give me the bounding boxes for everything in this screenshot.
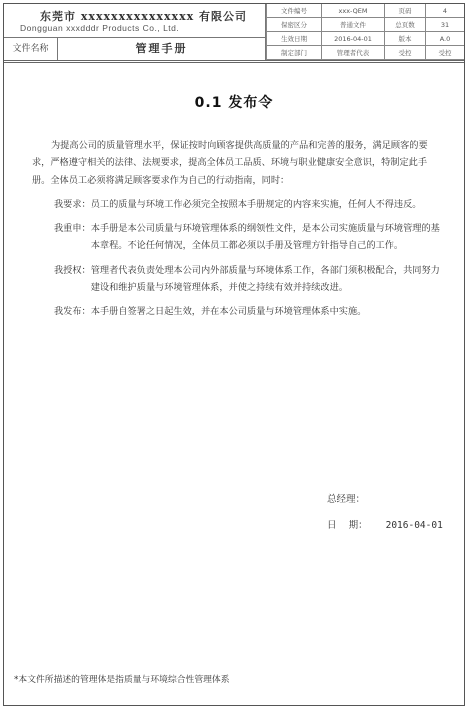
document-page: [3, 3, 465, 706]
meta-value: 受控: [426, 46, 465, 60]
clause-label: 我授权：: [54, 264, 91, 276]
meta-row: [267, 46, 465, 60]
clause-text: 员工的质量与环境工作必须完全按照本手册规定的内容来实施，任何人不得违反。: [90, 198, 422, 210]
company-block: [4, 4, 266, 38]
meta-value: 2016-04-01: [322, 32, 385, 46]
meta-key: 保密区分: [267, 18, 322, 32]
clause-authorize: [54, 262, 440, 297]
doc-name: 管理手册: [58, 38, 266, 60]
body-text: [32, 137, 440, 328]
intro-paragraph: 为提高公司的质量管理水平，保证按时向顾客提供高质量的产品和完善的服务，满足顾客的要求，严格遵守相关的法律、法规要求，提高全体员工品质、环境与职业健康安全意识，特制定此手册。全体员工必须将满足顾客要求作为自己的行动指南，同时：: [32, 140, 428, 186]
clause-publish: [54, 303, 440, 320]
footnote: *本文件所描述的管理体是指质量与环境综合性管理体系: [14, 675, 230, 685]
meta-value: 普通文件: [322, 18, 385, 32]
header-divider: [4, 60, 464, 63]
meta-key: 受控: [385, 46, 426, 60]
meta-row: [267, 4, 465, 18]
meta-value: xxx-QEM: [322, 4, 385, 18]
sign-date: [327, 517, 443, 531]
clause-text: 本手册自签署之日起生效，并在本公司质量与环境管理体系中实施。: [90, 306, 367, 318]
page-title: 0.1 发布令: [194, 95, 274, 111]
company-name-cn: 东莞市 xxxxxxxxxxxxxxx 有限公司: [40, 10, 248, 23]
clause-label: 我发布：: [54, 306, 91, 318]
meta-key: 生效日期: [267, 32, 322, 46]
meta-key: 总页数: [385, 18, 426, 32]
meta-value: 4: [426, 4, 465, 18]
meta-key: 制定部门: [267, 46, 322, 60]
clause-label: 我要求：: [54, 198, 91, 210]
meta-row: [267, 32, 465, 46]
clause-label: 我重申：: [54, 223, 91, 235]
meta-key: 文件编号: [267, 4, 322, 18]
clause-reiterate: [54, 220, 440, 255]
company-name-en: Dongguan xxxdddr Products Co., Ltd.: [20, 23, 180, 33]
clause-text: 管理者代表负责处理本公司内外部质量与环境体系工作，各部门须积极配合，共同努力建设和维护质量与环境管理体系，并使之持续有效并持续改进。: [90, 264, 440, 294]
clause-text: 本手册是本公司质量与环境管理体系的纲领性文件，是本公司实施质量与环境管理的基本章程。不论任何情况，全体员工都必须以手册及管理方针指导自己的工作。: [90, 223, 440, 252]
clause-require: [54, 196, 440, 213]
meta-key: 页码: [385, 4, 426, 18]
meta-value: 31: [426, 18, 465, 32]
manager-signature: 总经理：: [327, 494, 366, 505]
meta-table: [266, 4, 464, 60]
meta-key: 版本: [385, 32, 426, 46]
document-header: [4, 4, 464, 60]
meta-value: 管理者代表: [322, 46, 385, 60]
meta-row: [267, 18, 465, 32]
meta-value: A.0: [426, 32, 465, 46]
date-value: 2016-04-01: [385, 520, 443, 531]
doc-name-label: 文件名称: [4, 38, 58, 60]
date-label: 日 期：: [327, 520, 368, 531]
